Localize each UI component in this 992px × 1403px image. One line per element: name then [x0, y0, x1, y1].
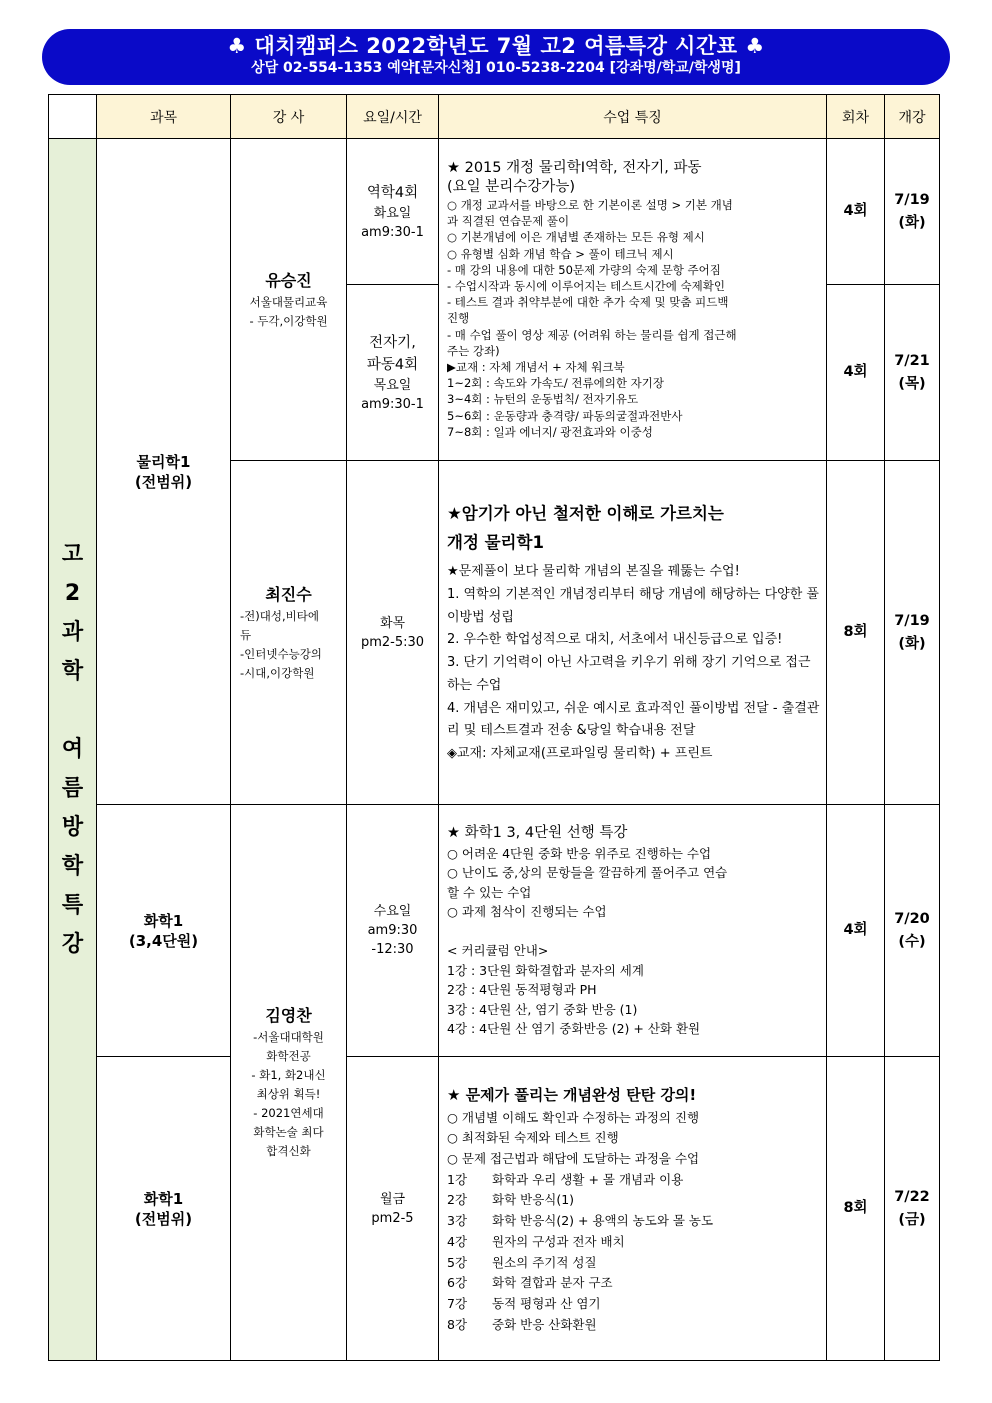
subject-physics: 물리학1 (전범위) [97, 139, 231, 805]
header-row [49, 95, 940, 139]
time-cell: 수요일 am9:30 -12:30 [347, 805, 439, 1057]
contact-info: 상담 02-554-1353 예약[문자신청] 010-5238-2204 [강좌명/학교/학생명] [251, 60, 741, 76]
side-label: 고 2 과 학 여 름 방 학 특 강 [49, 139, 97, 1361]
teacher-name: 김영찬 [265, 1006, 312, 1025]
teacher-cell: 김영찬 -서울대대학원 화학전공 - 화1, 화2내신 최상위 획득! - 2021연세대 화학논술 최다 합격신화 [231, 805, 347, 1361]
schedule-table [48, 94, 940, 1361]
open-cell: 7/19 (화) [885, 139, 940, 285]
col-teacher: 강 사 [231, 95, 347, 139]
open-cell: 7/20 (수) [885, 805, 940, 1057]
page-title: ♣ 대치캠퍼스 2022학년도 7월 고2 여름특강 시간표 ♣ [227, 34, 765, 58]
teacher-cell: 최진수 -전)대성,비타에 듀 -인터넷수능강의 -시대,이강학원 [231, 461, 347, 805]
time-cell: 화목 pm2-5:30 [347, 461, 439, 805]
open-cell: 7/19 (화) [885, 461, 940, 805]
open-cell: 7/22 (금) [885, 1057, 940, 1361]
time-cell: 전자기, 파동4회 목요일 am9:30-1 [347, 285, 439, 461]
features-cell: ★ 화학1 3, 4단원 선행 특강 ○ 어려운 4단원 중화 반응 위주로 진행하는 수업 ○ 난이도 중,상의 문항들을 깔끔하게 풀어주고 연습 할 수 있는 수업 ○ 과제 첨삭이 진행되는 수업 < 커리큘럼 안내> 1강 : 3단원 화학결합과 분자의 세계 2강 : 4단원 동적평형과 PH 3강 : 4단원 산, 염기 중화 반응 (1) 4강 : 4단원 산 염기 중화반응 (2) + 산화 환원 [439, 805, 827, 1057]
col-count: 회차 [827, 95, 885, 139]
time-cell: 월금 pm2-5 [347, 1057, 439, 1361]
header-banner [42, 29, 950, 85]
teacher-name: 최진수 [265, 584, 312, 604]
features-cell: ★암기가 아닌 철저한 이해로 가르치는 개정 물리학1 ★문제풀이 보다 물리학 개념의 본질을 꿰뚫는 수업! 1. 역학의 기본적인 개념정리부터 해당 개념에 해당하는 다양한 풀이방법 성립 2. 우수한 학업성적으로 대치, 서초에서 내신등급으로 입증! 3. 단기 기억력이 아닌 사고력을 키우기 위해 장기 기억으로 접근 하는 수업 4. 개념은 재미있고, 쉬운 예시로 효과적인 풀이방법 전달 - 출결관리 및 테스트결과 전송 &당일 학습내용 전달 ◈교재: 자체교재(프로파일링 물리학) + 프린트 [439, 461, 827, 805]
open-cell: 7/21 (목) [885, 285, 940, 461]
teacher-cell: 유승진 서울대물리교육 - 두각,이강학원 [231, 139, 347, 461]
col-features: 수업 특징 [439, 95, 827, 139]
time-cell: 역학4회 화요일 am9:30-1 [347, 139, 439, 285]
count-cell: 4회 [827, 805, 885, 1057]
features-cell: ★ 문제가 풀리는 개념완성 탄탄 강의! ○ 개념별 이해도 확인과 수정하는 과정의 진행 ○ 최적화된 숙제와 테스트 진행 ○ 문제 접근법과 해답에 도달하는 과정을 수업 1강 화학과 우리 생활 + 몰 개념과 이용 2강 화학 반응식(1) 3강 화학 반응식(2) + 용액의 농도와 몰 농도 4강 원자의 구성과 전자 배치 5강 원소의 주기적 성질 6강 화학 결합과 분자 구조 7강 동적 평형과 산 염기 8강 중화 반응 산화환원 [439, 1057, 827, 1361]
subject-chem-full: 화학1 (전범위) [97, 1057, 231, 1361]
table-row [49, 805, 940, 1057]
corner-cell [49, 95, 97, 139]
table-row [49, 1057, 940, 1361]
count-cell: 8회 [827, 461, 885, 805]
count-cell: 4회 [827, 139, 885, 285]
col-time: 요일/시간 [347, 95, 439, 139]
subject-chem-34: 화학1 (3,4단원) [97, 805, 231, 1057]
features-cell: ★ 2015 개정 물리학Ⅰ역학, 전자기, 파동 (요일 분리수강가능) ○ 개정 교과서를 바탕으로 한 기본이론 설명 > 기본 개념 과 직결된 연습문제 풀이 ○ 기본개념에 이은 개념별 존재하는 모든 유형 제시 ○ 유형별 심화 개념 학습 > 풀이 테크닉 제시 - 매 강의 내용에 대한 50문제 가량의 숙제 문항 주어짐 - 수업시작과 동시에 이루어지는 테스트시간에 숙제확인 - 테스트 결과 취약부분에 대한 추가 숙제 및 맞춤 피드백 진행 - 매 수업 풀이 영상 제공 (어려워 하는 물리를 쉽게 접근해 주는 강좌) ▶교재 : 자체 개념서 + 자체 워크북 1~2회 : 속도와 가속도/ 전류에의한 자기장 3~4회 : 뉴턴의 운동법칙/ 전자기유도 5~6회 : 운동량과 충격량/ 파동의굴절과전반사 7~8회 : 일과 에너지/ 광전효과와 이중성 [439, 139, 827, 461]
table-row [49, 139, 940, 285]
count-cell: 8회 [827, 1057, 885, 1361]
col-open: 개강 [885, 95, 940, 139]
count-cell: 4회 [827, 285, 885, 461]
col-subject: 과목 [97, 95, 231, 139]
teacher-name: 유승진 [265, 270, 312, 290]
